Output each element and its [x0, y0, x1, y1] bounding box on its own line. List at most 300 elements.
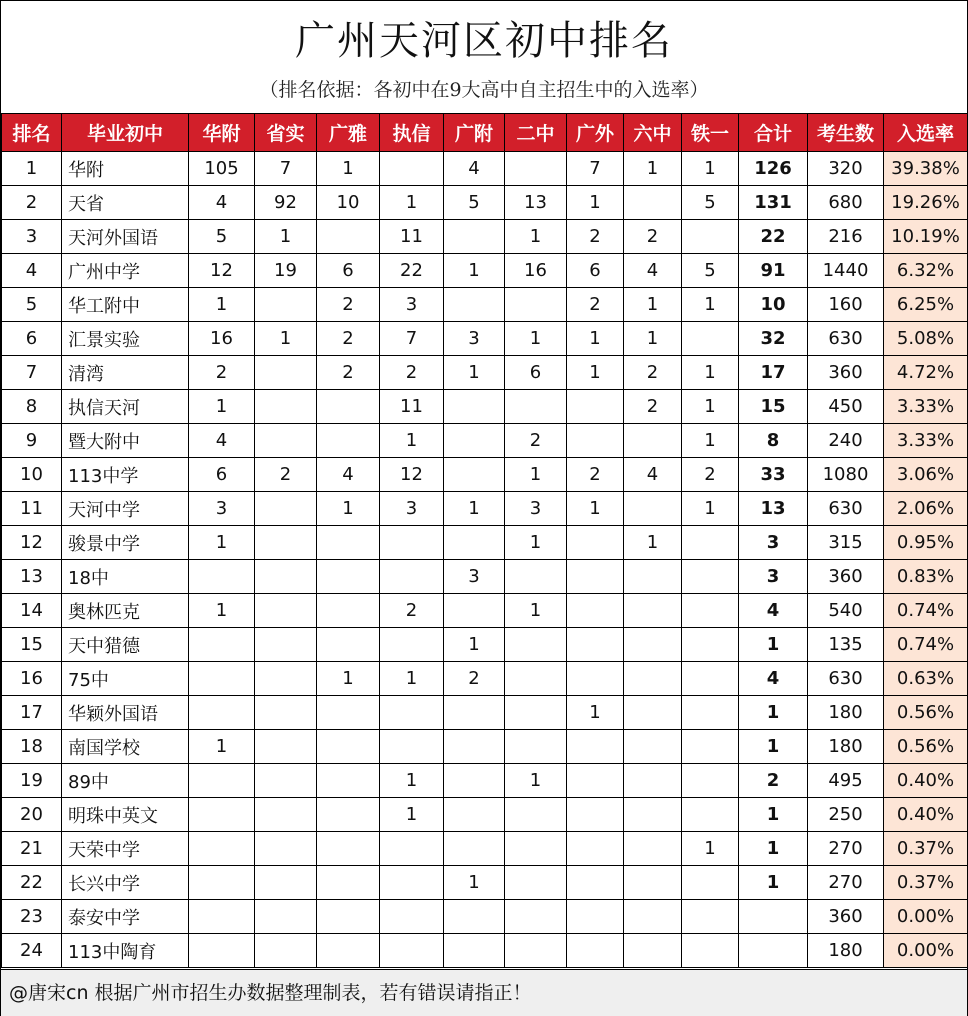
table-cell: 18: [2, 730, 62, 764]
table-cell: 1: [2, 152, 62, 186]
table-cell: 2: [682, 458, 739, 492]
table-cell: 13: [2, 560, 62, 594]
table-cell: [380, 832, 444, 866]
table-cell: 2: [317, 322, 380, 356]
table-cell: 1: [444, 492, 505, 526]
table-cell: 630: [808, 492, 884, 526]
table-cell: [255, 356, 317, 390]
table-cell: 495: [808, 764, 884, 798]
column-header: 二中: [505, 114, 567, 152]
table-cell: 0.74%: [884, 628, 968, 662]
table-cell: 2: [739, 764, 808, 798]
table-cell: [255, 628, 317, 662]
table-cell: [317, 798, 380, 832]
table-cell: [624, 934, 682, 968]
table-cell: 2: [317, 356, 380, 390]
table-row: [2, 560, 968, 594]
table-cell: 4: [189, 186, 255, 220]
table-cell: [624, 186, 682, 220]
table-row: [2, 492, 968, 526]
table-cell: [317, 220, 380, 254]
table-cell: 2: [444, 662, 505, 696]
table-cell: [444, 594, 505, 628]
table-cell: [505, 934, 567, 968]
table-cell: 2: [255, 458, 317, 492]
table-cell: 奥林匹克: [62, 594, 189, 628]
table-cell: 630: [808, 322, 884, 356]
table-cell: 暨大附中: [62, 424, 189, 458]
table-cell: 4: [624, 458, 682, 492]
column-header: 广附: [444, 114, 505, 152]
table-cell: 180: [808, 934, 884, 968]
table-cell: [567, 390, 624, 424]
table-cell: [444, 458, 505, 492]
table-cell: [624, 730, 682, 764]
table-cell: 180: [808, 730, 884, 764]
table-body: [2, 152, 968, 968]
table-cell: 18中: [62, 560, 189, 594]
table-cell: 1: [682, 424, 739, 458]
table-cell: 1: [567, 492, 624, 526]
table-cell: 270: [808, 832, 884, 866]
table-cell: [255, 764, 317, 798]
table-row: [2, 594, 968, 628]
table-cell: [317, 526, 380, 560]
table-cell: 1: [739, 832, 808, 866]
table-cell: 1: [380, 424, 444, 458]
table-cell: 10.19%: [884, 220, 968, 254]
table-cell: 天荣中学: [62, 832, 189, 866]
table-cell: [317, 560, 380, 594]
table-cell: [624, 696, 682, 730]
table-cell: [255, 934, 317, 968]
table-cell: [505, 288, 567, 322]
table-cell: 0.40%: [884, 764, 968, 798]
table-cell: 1: [444, 254, 505, 288]
table-cell: [624, 594, 682, 628]
table-cell: [317, 900, 380, 934]
table-cell: 92: [255, 186, 317, 220]
table-cell: 3: [2, 220, 62, 254]
table-row: [2, 696, 968, 730]
table-cell: 3: [444, 560, 505, 594]
table-cell: [682, 934, 739, 968]
table-row: [2, 730, 968, 764]
column-header: 广外: [567, 114, 624, 152]
table-cell: [189, 934, 255, 968]
table-cell: 32: [739, 322, 808, 356]
table-cell: [505, 696, 567, 730]
table-row: [2, 662, 968, 696]
table-cell: 22: [380, 254, 444, 288]
table-cell: 15: [2, 628, 62, 662]
table-cell: 3: [444, 322, 505, 356]
table-header-row: [2, 114, 968, 152]
table-row: [2, 288, 968, 322]
table-cell: [189, 798, 255, 832]
table-cell: 315: [808, 526, 884, 560]
table-cell: [444, 934, 505, 968]
table-cell: [317, 832, 380, 866]
table-cell: 126: [739, 152, 808, 186]
table-cell: [255, 390, 317, 424]
table-cell: [682, 662, 739, 696]
table-cell: [317, 866, 380, 900]
table-cell: 320: [808, 152, 884, 186]
table-cell: [567, 424, 624, 458]
table-cell: 1: [189, 526, 255, 560]
table-cell: 1: [189, 594, 255, 628]
column-header: 合计: [739, 114, 808, 152]
table-cell: [682, 322, 739, 356]
column-header: 考生数: [808, 114, 884, 152]
table-cell: [317, 594, 380, 628]
table-cell: 16: [189, 322, 255, 356]
table-cell: 24: [2, 934, 62, 968]
table-row: [2, 152, 968, 186]
table-cell: 1: [739, 798, 808, 832]
page-title: 广州天河区初中排名: [295, 18, 673, 64]
table-cell: 长兴中学: [62, 866, 189, 900]
table-cell: 清湾: [62, 356, 189, 390]
table-cell: [444, 798, 505, 832]
table-cell: [567, 594, 624, 628]
table-cell: 4: [189, 424, 255, 458]
table-cell: 广州中学: [62, 254, 189, 288]
table-cell: 泰安中学: [62, 900, 189, 934]
table-cell: 6: [2, 322, 62, 356]
table-cell: [567, 628, 624, 662]
table-cell: [255, 424, 317, 458]
table-cell: 39.38%: [884, 152, 968, 186]
table-cell: 7: [567, 152, 624, 186]
table-cell: 0.37%: [884, 832, 968, 866]
table-cell: 6.25%: [884, 288, 968, 322]
table-cell: [380, 696, 444, 730]
table-row: [2, 322, 968, 356]
table-cell: 0.74%: [884, 594, 968, 628]
table-cell: [505, 832, 567, 866]
table-cell: 0.37%: [884, 866, 968, 900]
table-cell: 1: [567, 696, 624, 730]
table-cell: 23: [2, 900, 62, 934]
table-cell: [380, 730, 444, 764]
table-cell: [739, 934, 808, 968]
table-cell: [444, 730, 505, 764]
table-cell: [624, 832, 682, 866]
table-cell: 1: [189, 730, 255, 764]
table-cell: 216: [808, 220, 884, 254]
table-cell: 1: [189, 288, 255, 322]
column-header: 省实: [255, 114, 317, 152]
table-cell: 5: [189, 220, 255, 254]
table-cell: 2: [624, 356, 682, 390]
table-cell: 1: [567, 322, 624, 356]
table-cell: [624, 764, 682, 798]
table-cell: 10: [739, 288, 808, 322]
table-cell: 1: [255, 322, 317, 356]
table-cell: [255, 866, 317, 900]
table-cell: [505, 390, 567, 424]
table-cell: [624, 798, 682, 832]
table-cell: [255, 798, 317, 832]
table-cell: 1: [505, 458, 567, 492]
table-cell: 1: [567, 356, 624, 390]
table-cell: [567, 798, 624, 832]
table-cell: 2: [317, 288, 380, 322]
table-cell: [505, 730, 567, 764]
table-cell: 13: [739, 492, 808, 526]
table-cell: [317, 934, 380, 968]
table-cell: 16: [505, 254, 567, 288]
table-cell: [505, 798, 567, 832]
table-cell: 6: [317, 254, 380, 288]
table-cell: 0.83%: [884, 560, 968, 594]
page-subtitle: （排名依据：各初中在9大高中自主招生中的入选率）: [259, 79, 709, 101]
table-cell: [624, 866, 682, 900]
table-cell: 1: [444, 628, 505, 662]
table-row: [2, 900, 968, 934]
table-cell: [505, 560, 567, 594]
table-cell: [567, 764, 624, 798]
table-cell: 6: [189, 458, 255, 492]
table-cell: 1: [255, 220, 317, 254]
table-cell: 680: [808, 186, 884, 220]
table-cell: [567, 866, 624, 900]
table-cell: [189, 628, 255, 662]
table-cell: 3: [189, 492, 255, 526]
table-cell: 1: [624, 322, 682, 356]
table-cell: 12: [2, 526, 62, 560]
table-cell: [567, 832, 624, 866]
table-cell: 2: [624, 220, 682, 254]
table-cell: 0.40%: [884, 798, 968, 832]
table-cell: 75中: [62, 662, 189, 696]
table-cell: 0.56%: [884, 730, 968, 764]
table-cell: 8: [739, 424, 808, 458]
table-cell: 天省: [62, 186, 189, 220]
table-cell: 1: [189, 390, 255, 424]
table-row: [2, 866, 968, 900]
table-cell: 执信天河: [62, 390, 189, 424]
table-cell: [624, 492, 682, 526]
table-cell: [739, 900, 808, 934]
table-cell: 1: [624, 526, 682, 560]
table-cell: 89中: [62, 764, 189, 798]
table-cell: [380, 152, 444, 186]
table-cell: 5: [682, 186, 739, 220]
table-cell: 5: [682, 254, 739, 288]
table-cell: 华工附中: [62, 288, 189, 322]
table-cell: 6: [567, 254, 624, 288]
table-cell: 19: [2, 764, 62, 798]
table-cell: 2: [505, 424, 567, 458]
table-cell: 1: [505, 764, 567, 798]
table-cell: 4: [2, 254, 62, 288]
table-cell: 0.56%: [884, 696, 968, 730]
table-cell: [380, 934, 444, 968]
table-cell: 3: [380, 288, 444, 322]
table-cell: 1: [682, 832, 739, 866]
table-cell: 7: [2, 356, 62, 390]
table-cell: 1: [317, 662, 380, 696]
table-cell: 0.00%: [884, 934, 968, 968]
table-cell: 3: [380, 492, 444, 526]
table-cell: [317, 764, 380, 798]
table-cell: 540: [808, 594, 884, 628]
table-cell: [255, 288, 317, 322]
table-cell: 4: [444, 152, 505, 186]
table-row: [2, 424, 968, 458]
table-cell: 19: [255, 254, 317, 288]
table-cell: 360: [808, 900, 884, 934]
table-cell: 16: [2, 662, 62, 696]
table-cell: [505, 628, 567, 662]
table-cell: [189, 866, 255, 900]
table-cell: 17: [2, 696, 62, 730]
table-cell: [567, 900, 624, 934]
table-cell: 14: [2, 594, 62, 628]
table-cell: [682, 594, 739, 628]
table-cell: 1: [739, 696, 808, 730]
column-header: 排名: [2, 114, 62, 152]
table-cell: 2: [567, 220, 624, 254]
table-cell: 骏景中学: [62, 526, 189, 560]
table-row: [2, 764, 968, 798]
table-cell: 4: [739, 662, 808, 696]
table-cell: 1: [624, 288, 682, 322]
table-cell: [255, 730, 317, 764]
table-cell: 1: [505, 594, 567, 628]
table-cell: [444, 832, 505, 866]
table-cell: 2: [567, 288, 624, 322]
table-cell: 21: [2, 832, 62, 866]
table-cell: 1: [380, 662, 444, 696]
table-cell: [255, 900, 317, 934]
table-cell: 4.72%: [884, 356, 968, 390]
table-cell: 2: [624, 390, 682, 424]
table-cell: [567, 934, 624, 968]
table-cell: [380, 900, 444, 934]
table-cell: 3: [739, 560, 808, 594]
table-cell: 13: [505, 186, 567, 220]
column-header: 六中: [624, 114, 682, 152]
table-cell: 1: [682, 356, 739, 390]
table-cell: 91: [739, 254, 808, 288]
table-cell: 1: [624, 152, 682, 186]
table-cell: [682, 798, 739, 832]
table-cell: [317, 424, 380, 458]
table-cell: [444, 696, 505, 730]
table-cell: [444, 288, 505, 322]
table-cell: 10: [317, 186, 380, 220]
table-cell: 113中陶育: [62, 934, 189, 968]
table-cell: 160: [808, 288, 884, 322]
column-header: 华附: [189, 114, 255, 152]
table-cell: 8: [2, 390, 62, 424]
table-cell: [624, 628, 682, 662]
table-cell: 2.06%: [884, 492, 968, 526]
table-cell: [682, 526, 739, 560]
table-cell: [189, 900, 255, 934]
column-header: 毕业初中: [62, 114, 189, 152]
table-cell: [444, 900, 505, 934]
table-cell: [682, 628, 739, 662]
table-row: [2, 934, 968, 968]
table-cell: 5: [2, 288, 62, 322]
table-cell: 360: [808, 356, 884, 390]
table-cell: [505, 900, 567, 934]
table-cell: 360: [808, 560, 884, 594]
table-cell: 天中猎德: [62, 628, 189, 662]
table-cell: [444, 220, 505, 254]
table-cell: [682, 900, 739, 934]
table-row: [2, 628, 968, 662]
table-cell: [567, 560, 624, 594]
table-cell: 5: [444, 186, 505, 220]
table-cell: [189, 696, 255, 730]
table-row: [2, 220, 968, 254]
table-cell: 11: [380, 220, 444, 254]
table-cell: 180: [808, 696, 884, 730]
table-cell: 250: [808, 798, 884, 832]
column-header: 铁一: [682, 114, 739, 152]
ranking-table: [1, 113, 968, 968]
table-cell: 1080: [808, 458, 884, 492]
table-cell: [567, 526, 624, 560]
table-cell: 450: [808, 390, 884, 424]
table-row: [2, 356, 968, 390]
table-cell: 12: [189, 254, 255, 288]
table-cell: 1: [739, 866, 808, 900]
table-cell: [682, 866, 739, 900]
table-cell: 131: [739, 186, 808, 220]
table-cell: 1: [380, 764, 444, 798]
table-cell: 3: [505, 492, 567, 526]
table-cell: [444, 390, 505, 424]
table-cell: 天河中学: [62, 492, 189, 526]
table-cell: 2: [567, 458, 624, 492]
table-row: [2, 254, 968, 288]
table-cell: [682, 220, 739, 254]
table-cell: [444, 764, 505, 798]
table-row: [2, 390, 968, 424]
table-cell: 10: [2, 458, 62, 492]
table-cell: 0.95%: [884, 526, 968, 560]
table-cell: 33: [739, 458, 808, 492]
table-cell: 5.08%: [884, 322, 968, 356]
table-cell: [624, 424, 682, 458]
table-cell: 1: [739, 628, 808, 662]
table-cell: 240: [808, 424, 884, 458]
table-cell: 6: [505, 356, 567, 390]
table-cell: 1: [317, 152, 380, 186]
table-cell: 华附: [62, 152, 189, 186]
table-cell: [624, 662, 682, 696]
table-cell: [682, 730, 739, 764]
table-cell: [505, 866, 567, 900]
table-cell: [682, 560, 739, 594]
table-cell: [380, 628, 444, 662]
table-cell: 2: [380, 594, 444, 628]
table-cell: [255, 526, 317, 560]
table-cell: 17: [739, 356, 808, 390]
table-cell: [505, 662, 567, 696]
table-cell: 7: [255, 152, 317, 186]
table-cell: 1: [380, 798, 444, 832]
table-cell: 2: [380, 356, 444, 390]
table-cell: 1: [380, 186, 444, 220]
